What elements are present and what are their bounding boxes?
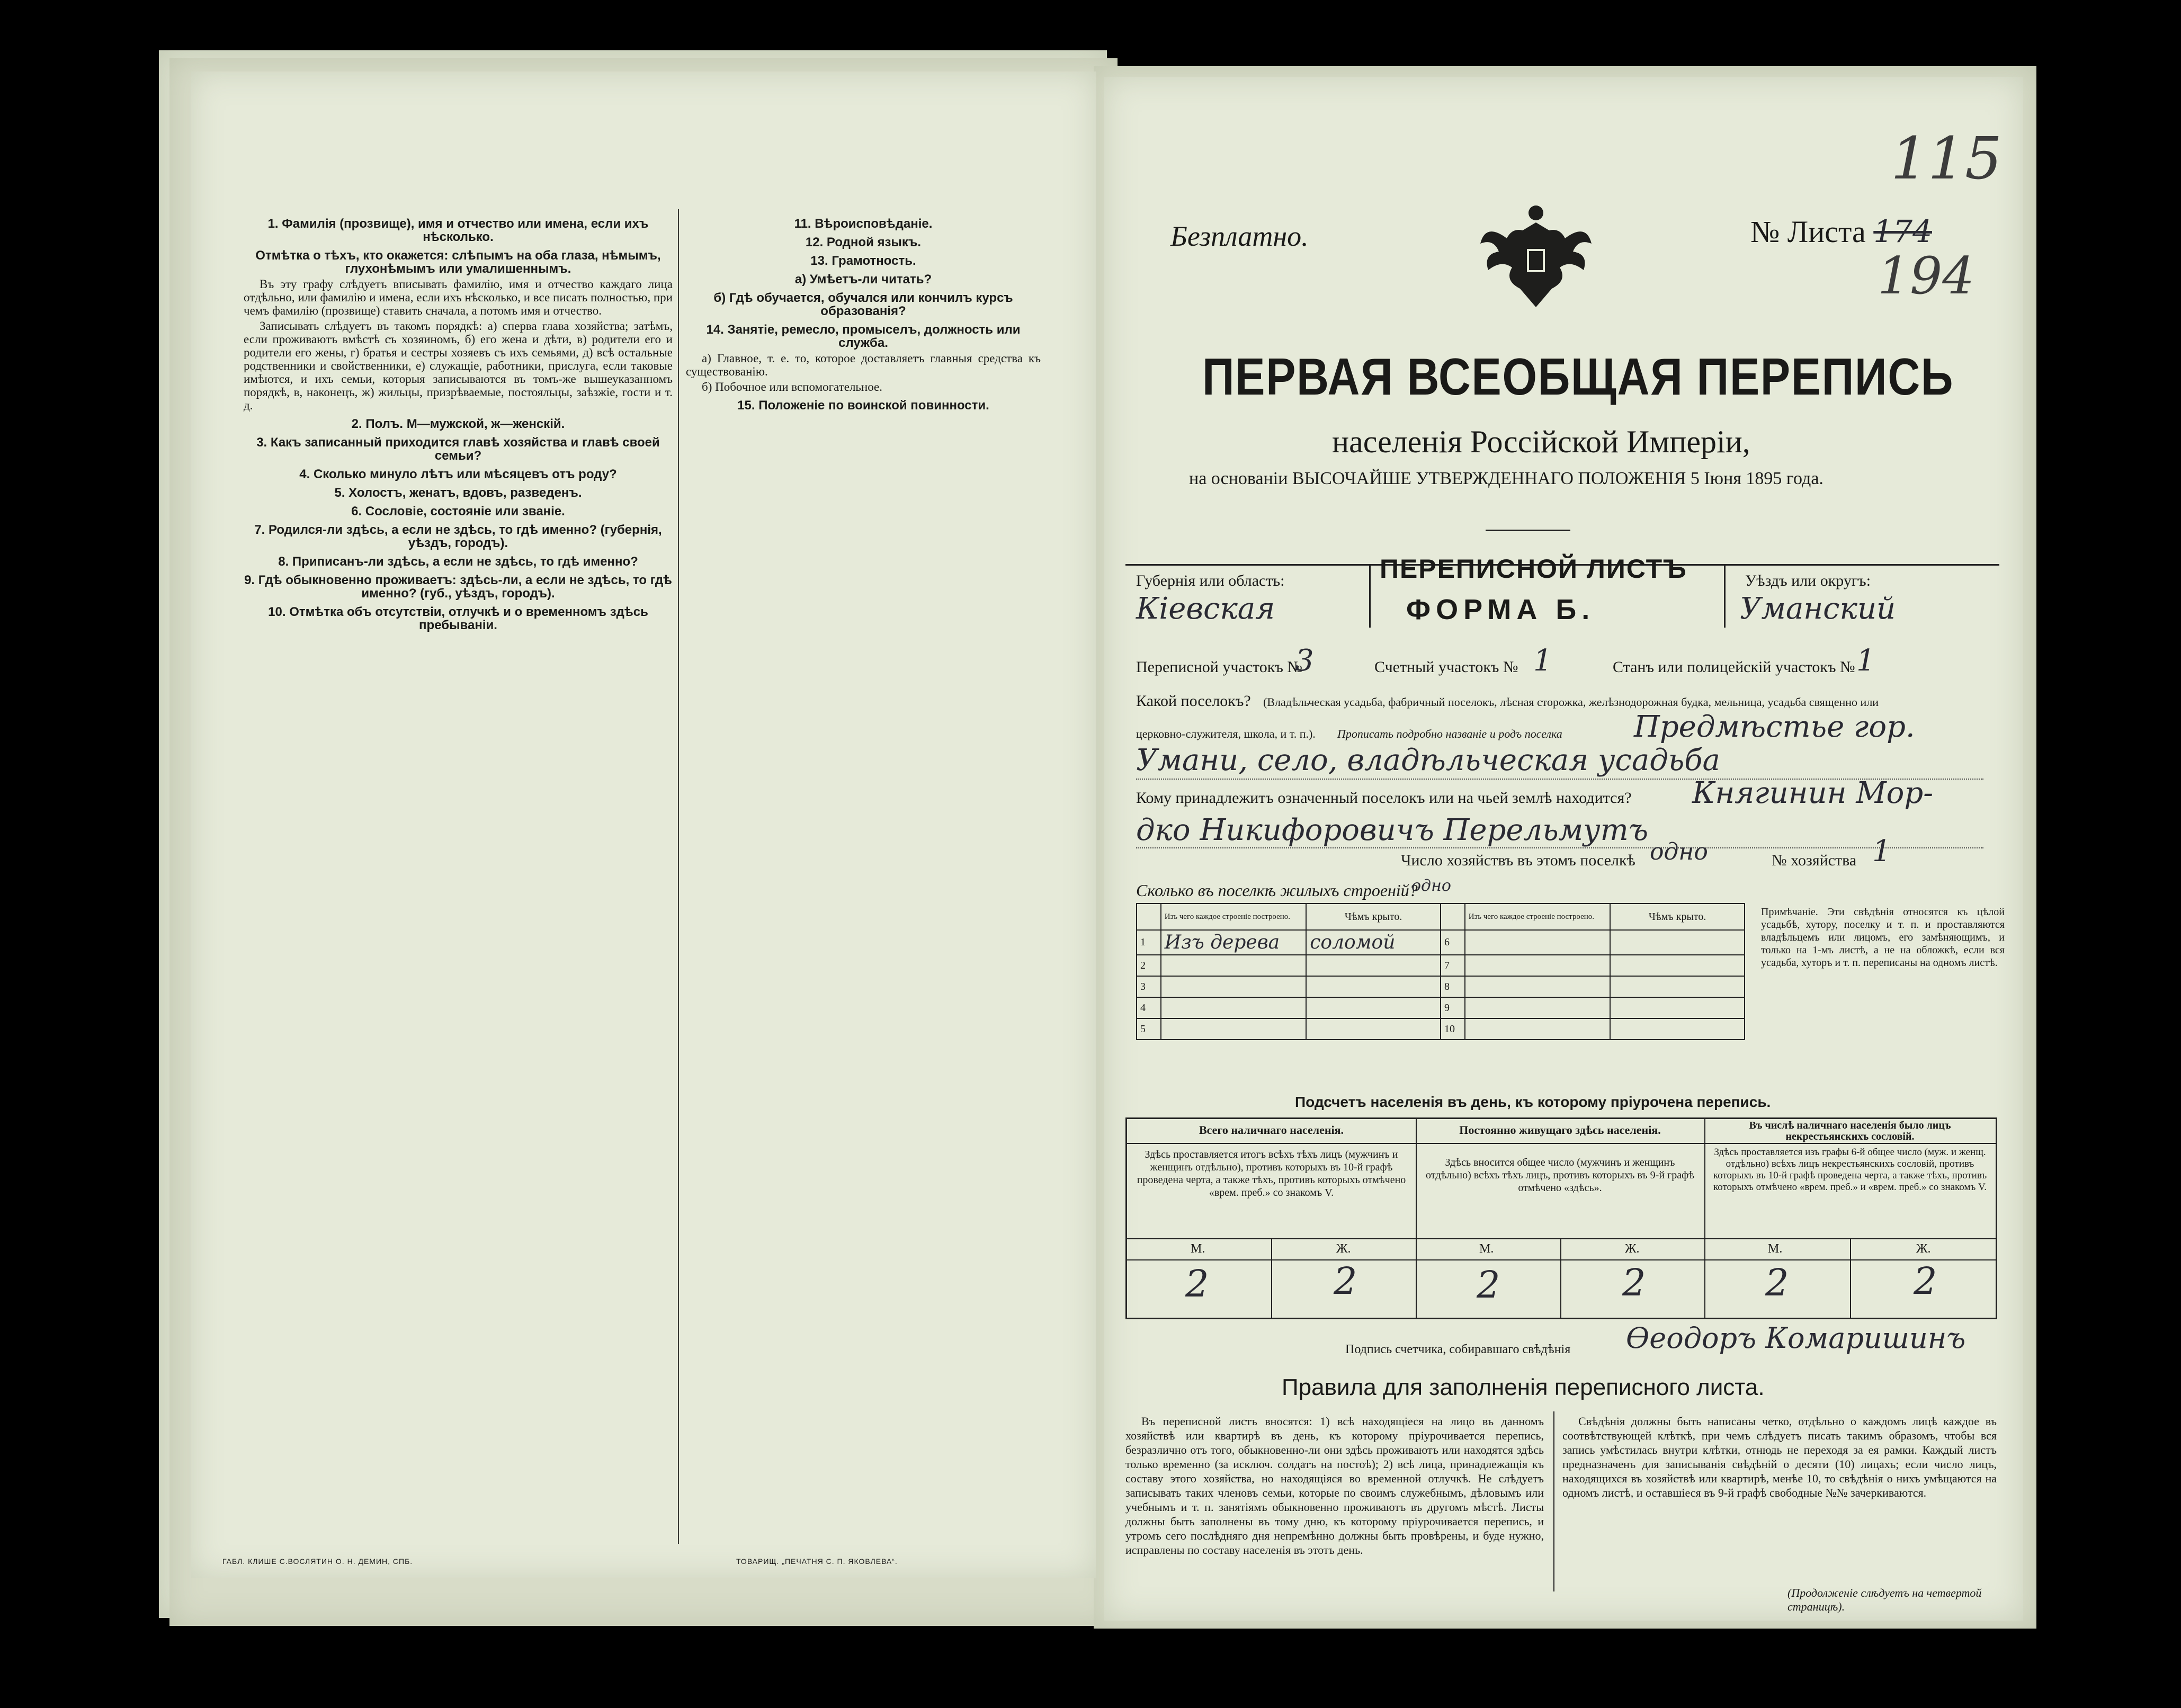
summary-col1-text: Здѣсь проставляется итогъ всѣхъ тѣхъ лицъ (мужчинъ и женщинъ отдѣльно), противъ которыхъ въ 10-й графѣ проведена черта, а также тѣхъ, противъ которыхъ отмѣчено «врем. преб.» со знакомъ V. xyxy=(1137,1149,1406,1199)
instruction-heading: 10. Отмѣтка объ отсутствіи, отлучкѣ и о временномъ здѣсь пребываніи. xyxy=(268,605,648,632)
instruction-heading: 5. Холостъ, женатъ, вдовъ, разведенъ. xyxy=(334,486,582,500)
bld-row-number: 4 xyxy=(1137,997,1161,1018)
census-title: ПЕРВАЯ ВСЕОБЩАЯ ПЕРЕПИСЬ xyxy=(1202,347,1954,406)
summary-value: 2 xyxy=(1622,1261,1646,1304)
rules-title: Правила для заполненія переписного листа. xyxy=(1282,1374,1765,1400)
enumerator-signature: Ѳеодоръ Комаришинъ xyxy=(1626,1321,1966,1355)
settlement-hint-2: церковно-служителя, школа, и т. п.). xyxy=(1136,727,1316,740)
census-subtitle: населенія Россійской Имперіи, xyxy=(1332,424,1750,459)
gubernia-label: Губернія или область: xyxy=(1136,572,1285,589)
buildings-count-value: одно xyxy=(1411,877,1451,895)
instruction-heading: Отмѣтка о тѣхъ, кто окажется: слѣпымъ на оба глаза, нѣмымъ, глухонѣмымъ или умалишеннымъ. xyxy=(255,248,661,276)
instruction-heading: 11. Вѣроисповѣданіе. xyxy=(794,217,933,231)
summary-col3-text: Здѣсь проставляется изъ графы 6-й общее число (муж. и женщ. отдѣльно) всѣхъ лицъ некрестьянскихъ сословій, противъ которыхъ въ 10-й графѣ проведена черта, а также тѣхъ, противъ которыхъ отмѣчено «врем. преб.» и «врем. преб.» со знакомъ V. xyxy=(1713,1147,1987,1193)
printer-imprint-right: ТОВАРИЩ. „ПЕЧАТНЯ С. П. ЯКОВЛЕВА“. xyxy=(736,1557,898,1566)
instruction-paragraph: а) Главное, т. е. то, которое доставляетъ главныя средства къ существованію. xyxy=(686,352,1041,378)
handwriting-line xyxy=(1136,847,1983,848)
settlement-hint-3: Прописать подробно названіе и родъ поселка xyxy=(1337,727,1562,740)
bld-row-number: 10 xyxy=(1441,1018,1465,1040)
sheet-number-label: № Листа xyxy=(1750,214,1866,249)
summary-m: М. xyxy=(1191,1242,1205,1256)
bld-head-material: Изъ чего каждое строеніе построено. xyxy=(1465,904,1611,930)
owner-value-1: Княгинин Мор- xyxy=(1692,776,1934,810)
sheet-number-value: 174 xyxy=(1873,213,1932,249)
households-count-value: одно xyxy=(1650,838,1708,865)
summary-zh: Ж. xyxy=(1916,1242,1931,1256)
summary-col1-head: Всего наличнаго населенія. xyxy=(1199,1123,1344,1137)
instruction-heading: 14. Занятіе, ремесло, промыселъ, должность или служба. xyxy=(706,323,1021,350)
summary-col2-head: Постоянно живущаго здѣсь населенія. xyxy=(1459,1123,1661,1137)
summary-zh: Ж. xyxy=(1625,1242,1640,1256)
uezd-label: Уѣздъ или округъ: xyxy=(1745,572,1871,589)
bld-row-number: 5 xyxy=(1137,1018,1161,1040)
header-divider xyxy=(1724,564,1726,628)
instruction-heading: 13. Грамотность. xyxy=(810,254,916,268)
right-page xyxy=(1104,77,2023,1621)
title-rule xyxy=(1486,530,1570,531)
form-label: ФОРМА Б. xyxy=(1406,594,1595,625)
police-district-value: 1 xyxy=(1856,643,1875,678)
instruction-heading: 4. Сколько минуло лѣтъ или мѣсяцевъ отъ роду? xyxy=(299,467,617,481)
bld-row-number: 6 xyxy=(1441,930,1465,955)
instruction-heading: a) Умѣетъ-ли читать? xyxy=(794,272,932,287)
bld-row1-material: Изъ дерева xyxy=(1161,930,1307,955)
buildings-note: Примѣчаніе. Эти свѣдѣнія относятся къ цѣлой усадьбѣ, хутору, поселку и т. п. и проставляются владѣльцемъ или лицомъ, его замѣняющимъ, и только на 1-мъ листѣ, а не на обложкѣ, если вся усадьба, хуторъ и т. п. переписаны на одномъ листѣ. xyxy=(1761,906,2005,969)
settlement-hint: (Владѣльческая усадьба, фабричный поселокъ, лѣсная сторожка, желѣзнодорожная будка, мельница, усадьба священно или xyxy=(1263,695,1879,709)
summary-col2-text: Здѣсь вносится общее число (мужчинъ и женщинъ отдѣльно) всѣхъ тѣхъ лицъ, противъ которыхъ въ 9-й графѣ отмѣчено «здѣсь». xyxy=(1426,1157,1694,1194)
instruction-heading: 7. Родился-ли здѣсь, а если не здѣсь, то гдѣ именно? (губернія, уѣздъ, городъ). xyxy=(254,523,662,550)
instructions-column-2 xyxy=(686,212,1041,1546)
count-district-value: 1 xyxy=(1533,643,1552,678)
household-number-label: № хозяйства xyxy=(1772,852,1857,869)
rules-column-1: Въ переписной листъ вносятся: 1) всѣ находящіеся на лицо въ данномъ хозяйствѣ или квартирѣ въ день, къ которому пріурочивается перепись, безразлично отъ того, обыкновенно-ли они здѣсь проживаютъ или находятся здѣсь только временно (за исключ. солдатъ на постоѣ); 2) всѣ лица, принадлежащія къ составу этого хозяйства, но находящіяся во временной отлучкѣ. Не слѣдуетъ записывать таких членовъ семьи, которые по своимъ служебнымъ, дѣловымъ или учебнымъ и т. п. занятіямъ обыкновенно проживаютъ въ другомъ мѣстѣ. Листы должны быть заполнены въ тому дню, къ которому пріурочивается перепись, и утромъ сего послѣдняго дня непремѣнно должны быть провѣрены, и буде нужно, исправлены по составу населенія въ этотъ день. xyxy=(1125,1415,1544,1557)
household-number-value: 1 xyxy=(1872,834,1891,869)
bld-row-number: 3 xyxy=(1137,976,1161,997)
buildings-table xyxy=(1136,903,1745,1040)
instruction-heading: 8. Приписанъ-ли здѣсь, а если не здѣсь, то гдѣ именно? xyxy=(278,555,638,569)
settlement-value-1: Предмѣстье гор. xyxy=(1634,710,1915,744)
summary-value: 2 xyxy=(1765,1261,1789,1304)
instruction-paragraph: б) Побочное или вспомогательное. xyxy=(702,380,882,394)
sheet-title: ПЕРЕПИСНОЙ ЛИСТЪ xyxy=(1380,554,1687,584)
gubernia-value: Кіевская xyxy=(1136,592,1275,626)
uezd-value: Уманский xyxy=(1740,592,1896,626)
pencil-number-top: 115 xyxy=(1891,124,2002,192)
bld-row-number: 7 xyxy=(1441,955,1465,976)
bld-row-number: 9 xyxy=(1441,997,1465,1018)
instruction-paragraph: Записывать слѣдуетъ въ такомъ порядкѣ: а) сперва глава хозяйства; затѣмъ, если проживаютъ вмѣстѣ съ хозяиномъ, б) его жена и дѣти, в) родители его и родители его жены, г) братья и сестры хозяевъ съ ихъ семьями, д) всѣ остальные родственники и свойственники, е) служащіе, работники, прислуга, если таковые имѣются, и ихъ семьи, которыя записываются въ томъ-же вышеуказанномъ порядкѣ, в, наконецъ, ж) жильцы, призрѣваемые, постояльцы, заѣзжіе, гости и т. д. xyxy=(244,319,673,412)
enumerator-signature-label: Подпись счетчика, собиравшаго свѣдѣнія xyxy=(1345,1343,1571,1356)
free-label: Безплатно. xyxy=(1170,220,1309,252)
summary-value: 2 xyxy=(1334,1259,1357,1303)
bld-row-number: 1 xyxy=(1137,930,1161,955)
rules-divider xyxy=(1553,1411,1554,1591)
sheet-number xyxy=(1750,213,1932,249)
settlement-value-2: Умани, село, владѣльческая усадьба xyxy=(1136,743,1720,777)
summary-m: М. xyxy=(1768,1242,1783,1256)
continue-note: (Продолженіе слѣдуетъ на четвертой страницѣ). xyxy=(1787,1586,1982,1613)
instructions-column-1 xyxy=(244,212,673,1546)
owner-label: Кому принадлежитъ означенный поселокъ или на чьей землѣ находится? xyxy=(1136,789,1632,807)
instruction-heading: 6. Сословіе, состояніе или званіе. xyxy=(351,504,565,518)
printer-imprint-left: ГАБЛ. КЛИШЕ С.ВОСЛЯТИН О. Н. ДЕМИН, СПБ. xyxy=(222,1557,413,1566)
pencil-number-bottom: 194 xyxy=(1878,246,1975,306)
bld-row1-roof: соломой xyxy=(1306,930,1441,955)
instruction-heading: 9. Гдѣ обыкновенно проживаетъ: здѣсь-ли, а если не здѣсь, то гдѣ именно? (губ., уѣздъ, городъ). xyxy=(244,573,672,601)
imperial-eagle-emblem xyxy=(1475,201,1597,312)
bld-row-number: 8 xyxy=(1441,976,1465,997)
count-district-label: Счетный участокъ № xyxy=(1374,658,1518,676)
population-summary-table xyxy=(1125,1117,1997,1319)
summary-col3-head: Въ числѣ наличнаго населенія было лицъ некрестьянскихъ сословій. xyxy=(1749,1120,1951,1142)
bld-row-number: 2 xyxy=(1137,955,1161,976)
summary-zh: Ж. xyxy=(1336,1242,1351,1256)
census-district-label: Переписной участокъ № xyxy=(1136,658,1302,676)
census-district-value: 3 xyxy=(1295,643,1314,678)
instruction-heading: 15. Положеніе по воинской повинности. xyxy=(737,398,989,413)
summary-m: М. xyxy=(1479,1242,1494,1256)
left-page xyxy=(191,71,1096,1578)
rules-column-2: Свѣдѣнія должны быть написаны четко, отдѣльно о каждомъ лицѣ каждое въ соотвѣтствующей клѣткѣ, при чемъ слѣдуетъ писать такимъ образомъ, чтобы вся запись умѣстилась внутри клѣтки, отнюдь не переходя за ея рамки. Каждый листъ предназначенъ для записыванія свѣдѣній о десяти (10) лицахъ; если число лицъ, находящихся въ хозяйствѣ или квартирѣ, менѣе 10, то свѣдѣнія о нихъ умѣщаются на одномъ листѣ, и оставшіеся въ 9-й графѣ свободные №№ зачеркиваются. xyxy=(1562,1415,1997,1499)
instruction-heading: 1. Фамилія (прозвище), имя и отчество или имена, если ихъ нѣсколько. xyxy=(267,217,649,244)
buildings-count-label: Сколько въ поселкѣ жилыхъ строеній? xyxy=(1136,881,1418,900)
instruction-heading: б) Гдѣ обучается, обучался или кончилъ курсъ образованія? xyxy=(713,291,1013,318)
census-decree: на основаніи ВЫСОЧАЙШЕ УТВЕРЖДЕННАГО ПОЛОЖЕНІЯ 5 Іюня 1895 года. xyxy=(1189,469,1824,488)
header-divider xyxy=(1369,564,1371,628)
instruction-heading: 12. Родной языкъ. xyxy=(805,235,922,249)
bld-head-roof: Чѣмъ крыто. xyxy=(1306,904,1441,930)
bld-head-roof: Чѣмъ крыто. xyxy=(1610,904,1745,930)
summary-value: 2 xyxy=(1477,1263,1500,1307)
summary-value: 2 xyxy=(1914,1259,1937,1303)
column-divider xyxy=(678,209,679,1544)
instruction-heading: 2. Полъ. М—мужской, ж—женскій. xyxy=(351,417,565,431)
instruction-heading: 3. Какъ записанный приходится главѣ хозяйства и главѣ своей семьи? xyxy=(256,435,660,463)
bld-head-material: Изъ чего каждое строеніе построено. xyxy=(1161,904,1307,930)
summary-title: Подсчетъ населенія въ день, къ которому пріурочена перепись. xyxy=(1295,1094,1771,1110)
police-district-label: Станъ или полицейскій участокъ № xyxy=(1613,658,1855,676)
settlement-label: Какой поселокъ? xyxy=(1136,692,1251,710)
instruction-paragraph: Въ эту графу слѣдуетъ вписывать фамилію, имя и отчество каждаго лица отдѣльно, или фамилію и имена, если ихъ нѣсколько, и все писать полностью, при чемъ фамилію (прозвище) ставить сначала, а потомъ имя и отчество. xyxy=(244,278,673,317)
owner-value-2: дко Никифоровичъ Перельмутъ xyxy=(1136,813,1649,847)
households-count-label: Число хозяйствъ въ этомъ поселкѣ xyxy=(1401,852,1635,869)
summary-value: 2 xyxy=(1185,1262,1209,1305)
